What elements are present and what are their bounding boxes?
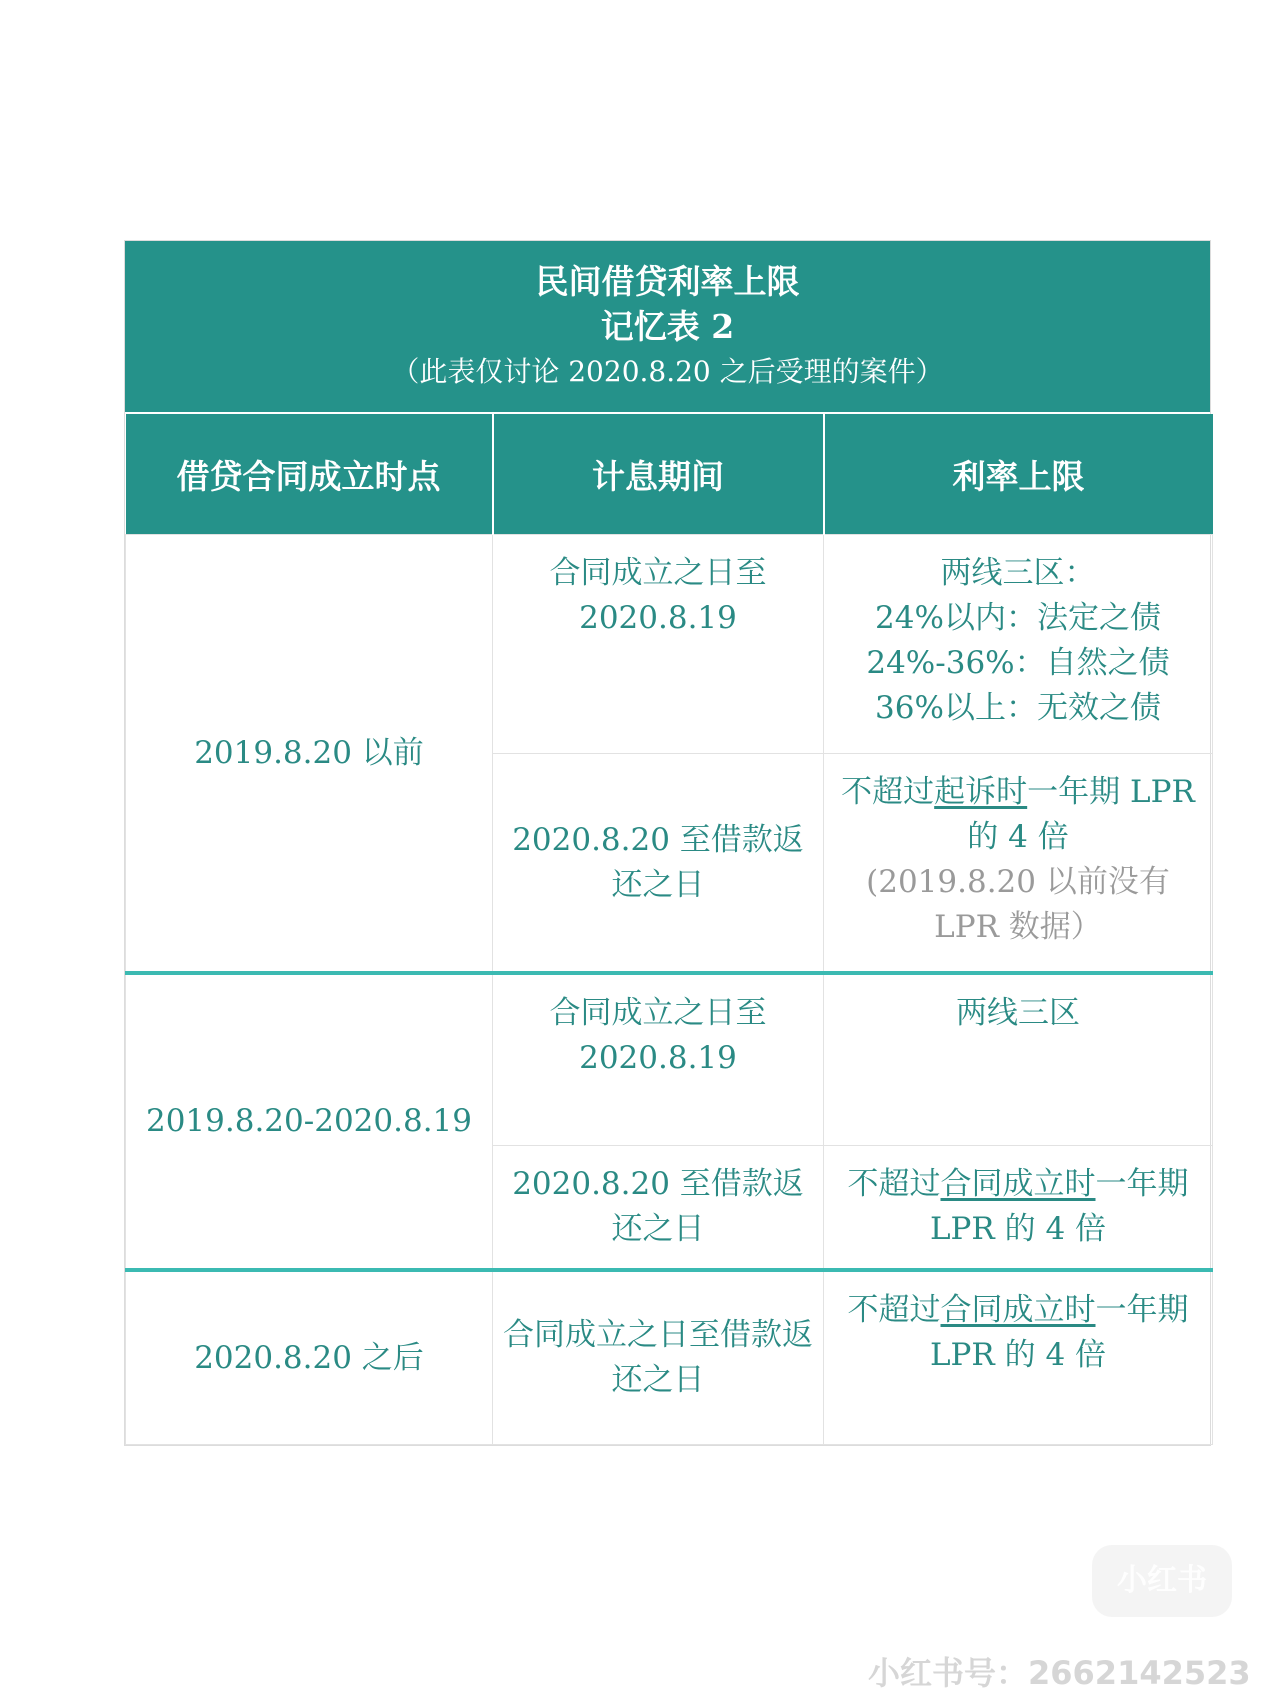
rate-cap-text: 一年期 LPR 的 4 倍 [929, 1166, 1189, 1247]
table-subtitle: 记忆表 2 [600, 307, 735, 346]
table-row [126, 1270, 1213, 1445]
rate-cap-emphasis: 起诉时 [934, 774, 1028, 810]
rate-cap-cell [824, 1146, 1213, 1271]
rate-cap-emphasis: 合同成立时 [940, 1292, 1096, 1328]
rate-cap-text: 一年期 LPR 的 4 倍 [929, 1292, 1189, 1373]
contract-time-cell: 2020.8.20 之后 [126, 1270, 493, 1445]
rate-cap-line: 两线三区： [940, 555, 1096, 591]
table-row [126, 535, 1213, 754]
period-cell: 2020.8.20 至借款返还之日 [493, 1146, 824, 1271]
header-contract-time: 借贷合同成立时点 [126, 414, 493, 535]
rate-cap-text: 不超过 [847, 1292, 941, 1328]
header-interest-period: 计息期间 [493, 414, 824, 535]
rate-cap-cell [824, 1270, 1213, 1445]
header-row [126, 414, 1213, 535]
rate-cap-line: 36%以上：无效之债 [875, 690, 1161, 726]
rate-cap-line: 24%-36%：自然之债 [866, 645, 1170, 681]
table-row [126, 973, 1213, 1146]
period-cell: 2020.8.20 至借款返还之日 [493, 754, 824, 974]
period-cell: 合同成立之日至 2020.8.19 [493, 973, 824, 1146]
period-cell: 合同成立之日至借款返还之日 [493, 1270, 824, 1445]
header-rate-cap: 利率上限 [824, 414, 1213, 535]
rate-cap-cell: 两线三区 [824, 973, 1213, 1146]
contract-time-cell: 2019.8.20 以前 [126, 535, 493, 974]
contract-time-cell: 2019.8.20-2020.8.19 [126, 973, 493, 1270]
rate-cap-line: 24%以内：法定之债 [875, 600, 1161, 636]
rate-cap-emphasis: 合同成立时 [940, 1166, 1096, 1202]
period-cell: 合同成立之日至 2020.8.19 [493, 535, 824, 754]
rate-cap-table-card [124, 240, 1211, 1446]
table-title: 民间借贷利率上限 [535, 262, 800, 301]
rate-cap-text: 一年期 LPR 的 4 倍 [967, 774, 1195, 855]
rate-cap-text: 不超过 [847, 1166, 941, 1202]
rate-cap-table [125, 414, 1213, 1445]
watermark-account-id: 小红书号：2662142523 [868, 1654, 1251, 1692]
table-scope-note: （此表仅讨论 2020.8.20 之后受理的案件） [391, 355, 944, 388]
rate-cap-note: (2019.8.20 以前没有 LPR 数据） [866, 864, 1170, 945]
title-band [125, 241, 1210, 414]
rate-cap-cell [824, 535, 1213, 754]
rate-cap-text: 不超过 [841, 774, 935, 810]
rate-cap-cell [824, 754, 1213, 974]
watermark-logo: 小红书 [1092, 1545, 1232, 1617]
